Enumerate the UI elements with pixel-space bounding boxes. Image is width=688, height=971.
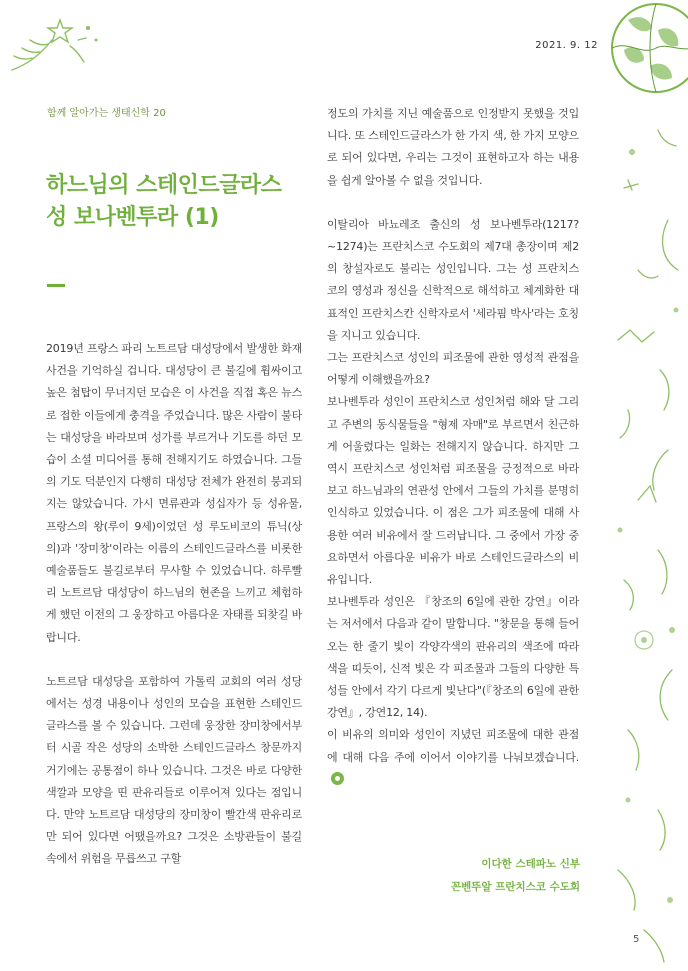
paragraph: 2019년 프랑스 파리 노트르담 대성당에서 발생한 화재 사건을 기억하실 겁니다. 대성당이 큰 불길에 휩싸이고 높은 첨탑이 무너지던 모습은 이 사건을 직접 혹은 뉴스로 접한 이들에게 충격을 주었습니다. 많은 사람이 불타는 대성당을 바라보며 성가를 부르거나 기도를 하던 모습이 소셜 미디어를 통해 전해지기도 하였습니다. 그들의 기도 덕분인지 다행히 대성당 전체가 완전히 붕괴되지는 않았습니다. 가시 면류관과 성십자가 등 성유물, 프랑스의 왕(루이 9세)이었던 성 루도비코의 튜닉(상의)과 '장미창'이라는 이름의 스테인드글라스를 비롯한 예술품들도 불길로부터 무사할 수 있었습니다. 하루빨리 노트르담 대성당이 하느님의 현존을 느끼고 체험하게 했던 이전의 그 웅장하고 아름다운 자태를 되찾길 바랍니다. bbox=[46, 342, 302, 644]
paragraph: 그는 프란치스코 성인의 피조물에 관한 영성적 관점을 어떻게 이해했을까요? bbox=[327, 351, 579, 387]
series-label: 함께 알아가는 생태신학 20 bbox=[47, 108, 166, 119]
paragraph: 정도의 가치를 지닌 예술품으로 인정받지 못했을 것입니다. 또 스테인드글라스가 한 가지 색, 한 가지 모양으로 되어 있다면, 우리는 그것이 표현하고자 하는 내용을 쉽게 알아볼 수 없을 것입니다. bbox=[327, 107, 579, 187]
paragraph: 보나벤투라 성인은 『창조의 6일에 관한 강연』이라는 저서에서 다음과 같이 말합니다. "창문을 통해 들어오는 한 줄기 빛이 각양각색의 판유리의 색조에 따라 색을 띠듯이, 신적 빛은 각 피조물과 그들의 다양한 특성들 안에서 각기 다르게 빛난다"(『창조의 6일에 관한 강연』, 강연12, 14). bbox=[327, 595, 579, 720]
left-column bbox=[46, 338, 302, 871]
page-number: 5 bbox=[633, 934, 640, 945]
plant-border-illustration bbox=[598, 110, 688, 970]
end-mark-icon bbox=[331, 772, 344, 785]
title-divider bbox=[47, 284, 65, 287]
paragraph-last bbox=[327, 724, 579, 791]
paragraph: 이탈리아 바뇨레조 출신의 성 보나벤투라(1217?~1274)는 프란치스코 수도회의 제7대 총장이며 제2의 창설자로도 불리는 성인입니다. 그는 성 프란치스코의 영성과 정신을 신학적으로 해석하고 체계화한 대표적인 프란치스칸 신학자로서 '세라핌 박사'라는 호칭을 지니고 있습니다. bbox=[327, 217, 579, 342]
paragraph-text: 이 비유의 의미와 성인이 지녔던 피조물에 대한 관점에 대해 다음 주에 이어서 이야기를 나눠보겠습니다. bbox=[327, 728, 579, 764]
issue-date: 2021. 9. 12 bbox=[535, 40, 598, 51]
title-line-2: 성 보나벤투라 (1) bbox=[46, 205, 219, 230]
star-sprout-illustration bbox=[0, 0, 110, 90]
author-name: 이다한 스테파노 신부 bbox=[481, 858, 580, 870]
paragraph: 보나벤투라 성인이 프란치스코 성인처럼 해와 달 그리고 주변의 동식물들을 "형제 자매"로 부르면서 친근하게 어울렸다는 일화는 전해지지 않습니다. 하지만 그 역시 프란치스코 성인처럼 피조물을 긍정적으로 바라보고 하느님과의 연관성 안에서 그들의 가치를 분명히 인식하고 있었습니다. 이 점은 그가 피조물에 대해 사용한 여러 비유에서 잘 드러납니다. 그 중에서 가장 중요하면서 아름다운 비유가 바로 스테인드글라스의 비유입니다. bbox=[327, 395, 579, 587]
botanical-globe-illustration bbox=[598, 0, 688, 110]
author-organization: 꼰벤뚜알 프란치스코 수도회 bbox=[450, 881, 580, 893]
right-column bbox=[327, 103, 579, 791]
article-title bbox=[46, 170, 306, 234]
title-line-1: 하느님의 스테인드글라스 bbox=[46, 173, 282, 198]
paragraph: 노트르담 대성당을 포함하여 가톨릭 교회의 여러 성당에서는 성경 내용이나 성인의 모습을 표현한 스테인드글라스를 볼 수 있습니다. 그런데 웅장한 장미창에서부터 시골 작은 성당의 소박한 스테인드글라스 창문까지 거기에는 공통점이 하나 있습니다. 그것은 바로 다양한 색깔과 모양을 띤 판유리들로 이루어져 있다는 점입니다. 만약 노트르담 대성당의 장미창이 빨간색 판유리로만 되어 있다면 어땠을까요? 그것은 소방관들이 불길 속에서 위험을 무릅쓰고 구할 bbox=[46, 674, 302, 866]
